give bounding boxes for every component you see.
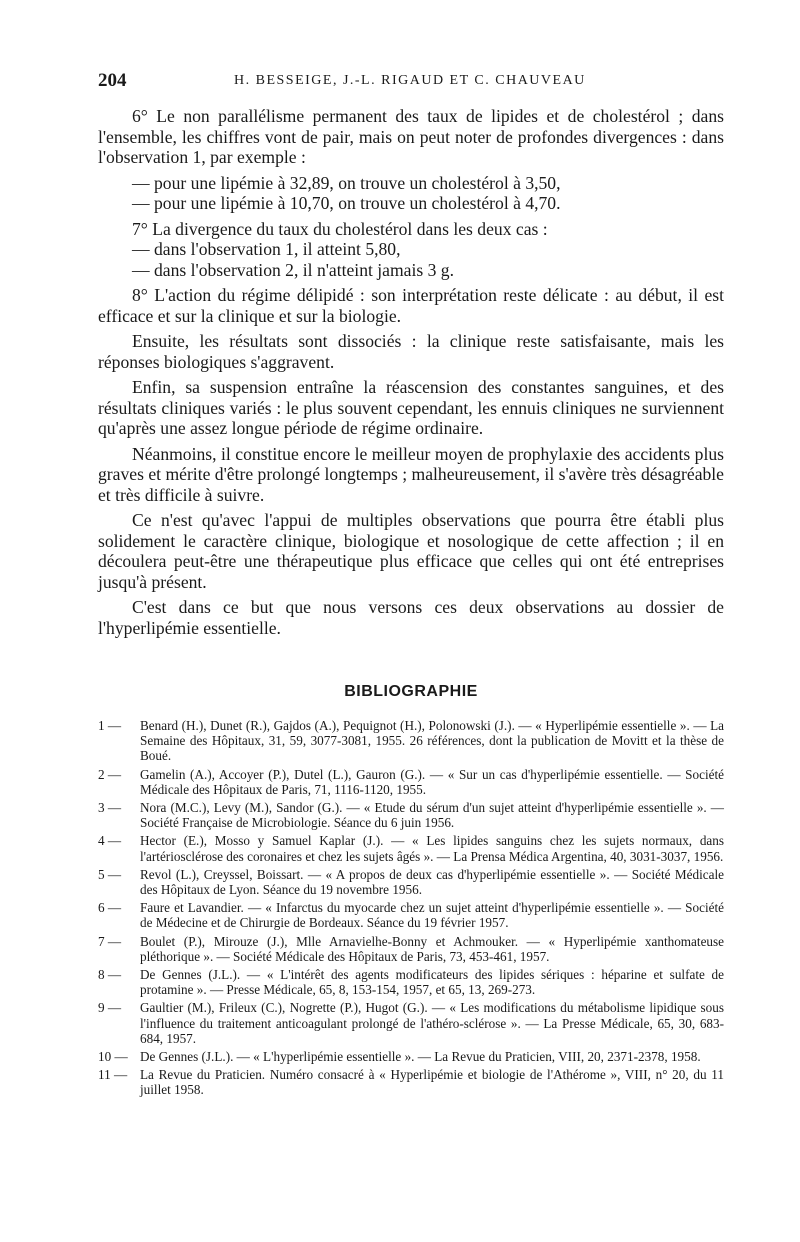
ref-number: 7 —: [98, 933, 122, 949]
paragraph: C'est dans ce but que nous versons ces deux observations au dossier de l'hyperlipémie essentielle.: [98, 597, 724, 638]
page-number: 204: [98, 70, 127, 91]
ref-text: Revol (L.), Creyssel, Boissart. — « A propos de deux cas d'hyperlipémie essentielle ». — Société Médicale des Hôpitaux de Lyon. Séance du 19 novembre 1956.: [140, 866, 724, 898]
ref-text: Gamelin (A.), Accoyer (P.), Dutel (L.), Gauron (G.). — « Sur un cas d'hyperlipémie essentielle. — Société Médicale des Hôpitaux de Paris, 71, 1116-1120, 1955.: [140, 766, 724, 797]
ref-number: 3 —: [98, 800, 122, 816]
paragraph-8: 8° L'action du régime délipidé : son interprétation reste délicate : au début, il est efficace et sur la clinique et sur la biologie.: [98, 285, 724, 326]
ref-text: De Gennes (J.L.). — « L'hyperlipémie essentielle ». — La Revue du Praticien, VIII, 20, 2371-2378, 1958.: [140, 1049, 701, 1065]
ref-number: 8 —: [98, 967, 122, 983]
ref-text: Nora (M.C.), Levy (M.), Sandor (G.). — « Etude du sérum d'un sujet atteint d'hyperlipémie essentielle ». — Société Française de Microbiologie. Séance du 6 juin 1956.: [140, 800, 724, 831]
ref-number: 1 —: [98, 718, 122, 733]
dash-item: — pour une lipémie à 10,70, on trouve un cholestérol à 4,70.: [132, 193, 561, 213]
bibliography-entry: [98, 833, 724, 863]
bibliography-heading: BIBLIOGRAPHIE: [344, 683, 478, 700]
ref-text: Gaultier (M.), Frileux (C.), Nogrette (P.), Hugot (G.). — « Les modifications du métabolisme lipidique sous l'influence du traitement anticoagulant prolongé de l'athéro-sclérose ». — La Presse Médicale, 65, 30, 683-684, 1957.: [140, 1000, 724, 1046]
bibliography-entry: [98, 718, 724, 764]
bibliography-entry: [98, 1067, 724, 1097]
dash-item: — dans l'observation 1, il atteint 5,80,: [132, 239, 401, 259]
ref-number: 6 —: [98, 900, 122, 916]
ref-number: 5 —: [98, 866, 122, 882]
ref-number: 10 —: [98, 1049, 128, 1065]
bibliography-entry: [98, 1049, 724, 1064]
bibliography-list: [98, 718, 724, 1101]
ref-text: De Gennes (J.L.). — « L'intérêt des agents modificateurs des lipides sériques : héparine et sulfate de protamine ». — Presse Médicale, 65, 8, 153-154, 1957, et 65, 13, 269-273.: [140, 967, 724, 998]
dash-item: — dans l'observation 2, il n'atteint jamais 3 g.: [132, 259, 454, 280]
bibliography-entry: [98, 867, 724, 897]
bibliography-entry: [98, 934, 724, 964]
paragraph: Enfin, sa suspension entraîne la réascension des constantes sanguines, et des résultats cliniques variés : le plus souvent cependant, les ennuis cliniques ne surviennent qu'après une assez longue période de régime ordinaire.: [98, 377, 724, 438]
bibliography-entry: [98, 800, 724, 830]
paragraph: Néanmoins, il constitue encore le meilleur moyen de prophylaxie des accidents plus graves et mérite d'être prolongé longtemps ; malheureusement, il s'avère très désagréable et très difficile à suivre.: [98, 443, 724, 505]
paragraph-7: 7° La divergence du taux du cholestérol dans les deux cas :: [132, 218, 548, 239]
paragraph-6: 6° Le non parallélisme permanent des taux de lipides et de cholestérol ; dans l'ensemble, les chiffres vont de pair, mais on peut noter de profondes divergences : dans l'observation 1, par exemple :: [98, 106, 724, 167]
ref-text: Boulet (P.), Mirouze (J.), Mlle Arnavielhe-Bonny et Achmouker. — « Hyperlipémie xanthomateuse pléthorique ». — Société Médicale des Hôpitaux de Paris, 73, 453-461, 1957.: [140, 933, 724, 964]
body-text: [98, 106, 724, 643]
ref-text: Hector (E.), Mosso y Samuel Kaplar (J.). — « Les lipides sanguins chez les sujets normaux, dans l'artériosclérose des coronaires et chez les sujets âgés ». — La Prensa Médica Argentina, 40, 3031-3037, 1956.: [140, 833, 724, 864]
ref-number: 2 —: [98, 766, 122, 782]
ref-text: Benard (H.), Dunet (R.), Gajdos (A.), Pequignot (H.), Polonowski (J.). — « Hyperlipémie essentielle ». — La Semaine des Hôpitaux, 31, 59, 3077-3081, 1955. 26 références, dont la publication de Movitt et la thèse de Boué.: [140, 718, 724, 764]
ref-number: 9 —: [98, 1000, 122, 1016]
ref-number: 4 —: [98, 833, 122, 849]
paragraph: Ce n'est qu'avec l'appui de multiples observations que pourra être établi plus solidement le caractère clinique, biologique et nosologique de cette affection ; il en découlera peut-être une thérapeutique plus efficace que celles qui ont été entreprises jusqu'à présent.: [98, 510, 724, 592]
running-title: H. BESSEIGE, J.-L. RIGAUD ET C. CHAUVEAU: [234, 73, 586, 88]
bibliography-entry: [98, 967, 724, 997]
bibliography-entry: [98, 900, 724, 930]
paragraph: Ensuite, les résultats sont dissociés : la clinique reste satisfaisante, mais les réponses biologiques s'aggravent.: [98, 331, 724, 372]
dash-item: — pour une lipémie à 32,89, on trouve un cholestérol à 3,50,: [132, 172, 561, 193]
ref-number: 11 —: [98, 1067, 128, 1083]
ref-text: La Revue du Praticien. Numéro consacré à « Hyperlipémie et biologie de l'Athérome », VIII, n° 20, du 11 juillet 1958.: [140, 1067, 724, 1098]
page-header: [98, 70, 708, 98]
ref-text: Faure et Lavandier. — « Infarctus du myocarde chez un sujet atteint d'hyperlipémie essentielle ». — Société de Médecine et de Chirurgie de Bordeaux. Séance du 19 février 1957.: [140, 900, 724, 931]
bibliography-entry: [98, 1000, 724, 1046]
bibliography-entry: [98, 767, 724, 797]
